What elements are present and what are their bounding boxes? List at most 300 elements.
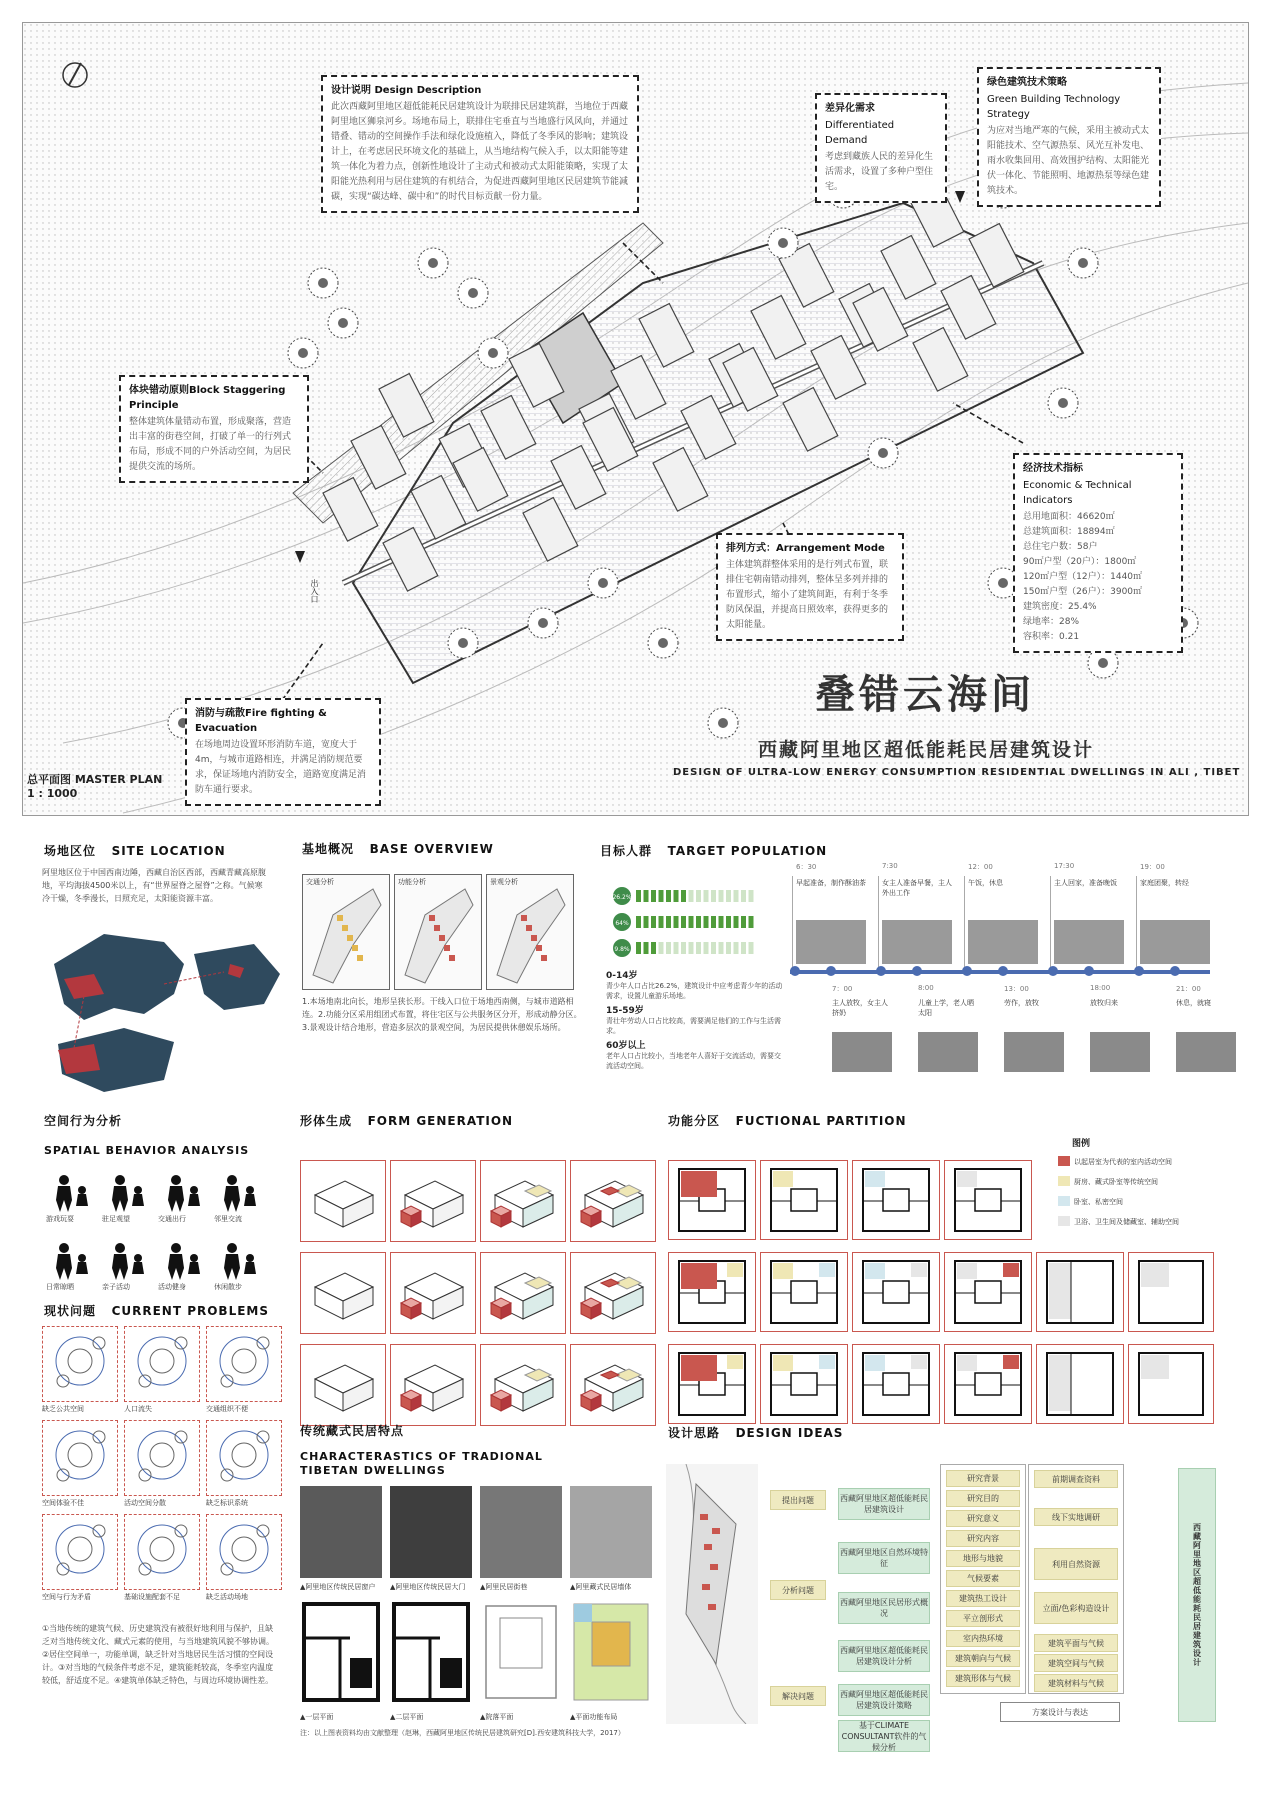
population-person-mark (749, 890, 754, 902)
timeline-time-top: 12：00 (968, 863, 993, 871)
timeline-note-top: 主人回家，准备晚饭 (1054, 879, 1117, 887)
indicator-item: 总建筑面积：18894㎡ (1023, 527, 1115, 537)
population-group-body: 老年人口占比较小，当地老年人喜好于交流活动，需要交流活动空间。 (606, 1052, 781, 1070)
idea-subtopic: 研究目的 (946, 1490, 1020, 1507)
problem-cell (206, 1514, 282, 1590)
traditional-title-cn: 传统藏式民居特点 (300, 1424, 405, 1438)
timeline-tick (1050, 876, 1051, 970)
idea-subtopic: 室内热环境 (946, 1630, 1020, 1647)
entry-label: 出入口 (310, 579, 319, 603)
idea-topic: 西藏阿里地区超低能耗民居建筑设计策略 (838, 1684, 930, 1716)
form-generation-title-en: FORM GENERATION (367, 1114, 514, 1128)
traditional-photo-caption: ▲阿里民居街巷 (480, 1583, 528, 1591)
timeline-note-bottom: 劳作，放牧 (1004, 999, 1039, 1007)
form-generation-step (570, 1344, 656, 1426)
indicator-item: 总住宅户数：58户 (1023, 542, 1098, 552)
timeline-time-top: 19：00 (1140, 863, 1165, 871)
traditional-photo (390, 1486, 472, 1578)
idea-method: 前期调查资料 (1034, 1470, 1118, 1488)
idea-subtopic: 平立剖形式 (946, 1610, 1020, 1627)
base-diagram (302, 874, 390, 990)
indicators-subtitle: Economic & Technical Indicators (1023, 480, 1132, 506)
form-generation-step (300, 1252, 386, 1334)
timeline-note-top: 早起准备，制作酥油茶 (796, 879, 866, 887)
block-staggering-title: 体块错动原则Block Staggering Principle (129, 385, 286, 411)
current-problems-body: ①当地传统的建筑气候、历史建筑没有被很好地利用与保护，且缺乏对当地传统文化、藏式元素的使用，与当地建筑风貌不够协调。②居住空间单一，功能单调，缺乏针对当地居民生活习惯的空间设计。③对当地的气候条件考虑不足，建筑能耗较高，冬季室内温度较低，舒适度不足。④建筑单体缺乏特色，与周边环境协调性差。 (42, 1624, 274, 1685)
project-subtitle-cn: 西藏阿里地区超低能耗民居建筑设计 (758, 739, 1095, 761)
form-generation-step (570, 1160, 656, 1242)
timeline-note-bottom: 放牧归来 (1090, 999, 1118, 1007)
population-person-mark (719, 942, 724, 954)
functional-plan (760, 1160, 848, 1240)
population-person-mark (674, 916, 679, 928)
timeline-dot (790, 966, 800, 976)
functional-plan (668, 1160, 756, 1240)
problem-cell (124, 1514, 200, 1590)
population-person-mark (659, 916, 664, 928)
population-person-mark (719, 890, 724, 902)
behavior-label: 驻足观望 (102, 1215, 130, 1223)
idea-subtopic: 建筑朝向与气候 (946, 1650, 1020, 1667)
master-plan-label: 总平面图 MASTER PLAN (27, 773, 163, 786)
timeline-tick (878, 876, 879, 970)
timeline-note-top: 女主人准备早餐，主人外出工作 (882, 879, 952, 897)
population-person-mark (689, 942, 694, 954)
problem-cell (206, 1420, 282, 1496)
idea-topic: 基于CLIMATE CONSULTANT软件的气候分析 (838, 1720, 930, 1752)
current-problems-title-en: CURRENT PROBLEMS (111, 1304, 270, 1318)
population-person-mark (674, 890, 679, 902)
traditional-photo (300, 1486, 382, 1578)
population-person-mark (636, 916, 641, 928)
form-generation-step (300, 1344, 386, 1426)
behavior-figure-icon (214, 1240, 260, 1280)
indicator-item: 建筑密度：25.4% (1023, 602, 1097, 612)
traditional-photo (480, 1486, 562, 1578)
population-person-mark (666, 916, 671, 928)
problem-cell (42, 1326, 118, 1402)
problem-label: 空间与行为矛盾 (42, 1593, 91, 1601)
indicator-item: 120㎡户型（12户）：1440㎡ (1023, 572, 1143, 582)
base-diagram-label: 交通分析 (306, 878, 334, 886)
timeline-dot (962, 966, 972, 976)
legend-label: 厨房、藏式卧室等传统空间 (1074, 1178, 1158, 1186)
design-ideas-title-cn: 设计思路 (668, 1426, 721, 1440)
site-location-title (44, 842, 226, 859)
population-person-mark (704, 942, 709, 954)
idea-subtopic: 建筑热工设计 (946, 1590, 1020, 1607)
functional-plan (668, 1252, 756, 1332)
population-person-mark (749, 916, 754, 928)
problem-cell (206, 1326, 282, 1402)
traditional-plan-caption: ▲一层平面 (300, 1713, 334, 1721)
timeline-dot (1134, 966, 1144, 976)
spatial-behavior-title-en: SPATIAL BEHAVIOR ANALYSIS (44, 1144, 250, 1157)
traditional-plan-caption: ▲平面功能布局 (570, 1713, 618, 1721)
legend-title: 图例 (1072, 1139, 1091, 1149)
timeline-dot (912, 966, 922, 976)
idea-outline-right (1028, 1464, 1124, 1694)
idea-method: 建筑平面与气候 (1034, 1634, 1118, 1652)
design-ideas-title (668, 1424, 843, 1441)
timeline-time-bottom: 13：00 (1004, 985, 1029, 993)
population-person-mark (696, 916, 701, 928)
form-generation-step (390, 1344, 476, 1426)
form-generation-step (300, 1160, 386, 1242)
traditional-plan (390, 1598, 472, 1708)
timeline-time-top: 7:30 (882, 862, 898, 870)
behavior-label: 游戏玩耍 (46, 1215, 74, 1223)
population-group-title: 60岁以上 (606, 1041, 646, 1051)
timeline-photo (882, 920, 952, 964)
population-person-mark (741, 916, 746, 928)
population-person-mark (696, 890, 701, 902)
population-person-mark (636, 890, 641, 902)
legend-label: 卧室、私密空间 (1074, 1198, 1123, 1206)
idea-subtopic: 研究内容 (946, 1530, 1020, 1547)
idea-topic: 西藏阿里地区超低能耗民居建筑设计分析 (838, 1640, 930, 1672)
idea-subtopic: 研究意义 (946, 1510, 1020, 1527)
problem-label: 交通组织不便 (206, 1405, 248, 1413)
population-person-mark (704, 916, 709, 928)
behavior-figure-icon (214, 1172, 260, 1212)
traditional-plan-caption: ▲二层平面 (390, 1713, 424, 1721)
target-population-title (600, 842, 827, 859)
population-person-mark (636, 942, 641, 954)
timeline-photo (1054, 920, 1124, 964)
behavior-label: 活动健身 (158, 1283, 186, 1291)
legend-label: 以起居室为代表的室内活动空间 (1074, 1158, 1172, 1166)
indicator-item: 总用地面积：46620㎡ (1023, 512, 1115, 522)
functional-partition-title (668, 1112, 907, 1129)
diff-demand-title: 差异化需求 (825, 103, 875, 114)
diff-demand-body: 考虑到藏族人民的差异化生活需求，设置了多种户型住宅。 (825, 152, 934, 192)
problem-cell (42, 1514, 118, 1590)
idea-step-label: 分析问题 (770, 1580, 826, 1600)
population-person-mark (681, 890, 686, 902)
population-person-mark (651, 942, 656, 954)
behavior-label: 邻里交流 (214, 1215, 242, 1223)
population-person-mark (734, 916, 739, 928)
problem-label: 人口流失 (124, 1405, 152, 1413)
design-ideas-site-thumbnail (666, 1464, 758, 1724)
traditional-photo-caption: ▲阿里藏式民居墙体 (570, 1583, 632, 1591)
behavior-figure-icon (158, 1172, 204, 1212)
population-person-mark (689, 890, 694, 902)
legend-swatch (1058, 1176, 1070, 1186)
design-ideas-side-label: 西藏阿里地区超低能耗民居建筑设计 (1178, 1468, 1216, 1722)
design-description-body: 此次西藏阿里地区超低能耗民居建筑设计为联排民居建筑群，当地位于西藏阿里地区狮泉河乡。场地布局上，联排住宅垂直与当地盛行风风向，并通过错叠、错动的空间操作手法和绿化设施植入，降低了冬季风的影响；建筑设计上，在考虑居民环境文化的基础上，从当地结构气候入手，以太阳能等建筑一体化为着力点，创新性地设计了主动式和被动式太阳能策略，实现了太阳能光热利用与居住建筑的有机结合，为促进西藏阿里地区民居建筑节能减碳，实现“碳达峰、碳中和”的时代目标贡献一份力量。 (331, 102, 629, 202)
traditional-photo-caption: ▲阿里地区传统民居窗户 (300, 1583, 376, 1591)
timeline-photo (968, 920, 1038, 964)
population-person-mark (696, 942, 701, 954)
form-generation-title-cn: 形体生成 (300, 1114, 353, 1128)
legend-swatch (1058, 1156, 1070, 1166)
idea-step-label: 解决问题 (770, 1686, 826, 1706)
timeline-photo (796, 920, 866, 964)
form-generation-step (480, 1252, 566, 1334)
functional-plan (1036, 1252, 1124, 1332)
base-diagram (486, 874, 574, 990)
problem-cell (124, 1420, 200, 1496)
timeline-photo (1140, 920, 1210, 964)
behavior-label: 交通出行 (158, 1215, 186, 1223)
idea-method: 线下实地调研 (1034, 1508, 1118, 1526)
traditional-plan (480, 1598, 562, 1708)
base-overview-title (302, 840, 494, 857)
timeline-dot (1170, 966, 1180, 976)
population-person-mark (726, 890, 731, 902)
spatial-behavior-title-cn: 空间行为分析 (44, 1114, 123, 1128)
timeline-photo (1004, 1032, 1064, 1072)
functional-plan (852, 1160, 940, 1240)
timeline-time-top: 6：30 (796, 863, 817, 871)
indicator-item: 90㎡户型（20户）：1800㎡ (1023, 557, 1137, 567)
population-person-mark (719, 916, 724, 928)
population-person-mark (711, 942, 716, 954)
idea-topic: 西藏阿里地区超低能耗民居建筑设计 (838, 1488, 930, 1520)
idea-subtopic: 研究背景 (946, 1470, 1020, 1487)
problem-label: 缺乏标识系统 (206, 1499, 248, 1507)
timeline-photo (1176, 1032, 1236, 1072)
traditional-note: 注：以上图表资料均由文献整理（赵琳，西藏阿里地区传统民居建筑研究[D].西安建筑科技大学，2017） (300, 1729, 625, 1737)
fire-evacuation-title: 消防与疏散Fire fighting & Evacuation (195, 708, 327, 734)
population-person-mark (689, 916, 694, 928)
population-person-mark (659, 942, 664, 954)
indicator-item: 150㎡户型（26户）：3900㎡ (1023, 587, 1143, 597)
timeline-photo (918, 1032, 978, 1072)
population-person-mark (726, 916, 731, 928)
population-group-body: 青壮年劳动人口占比较高，需要满足他们的工作与生活需求。 (606, 1017, 781, 1035)
behavior-label: 亲子活动 (102, 1283, 130, 1291)
indicator-item: 绿地率：28% (1023, 617, 1080, 627)
daily-timeline (790, 862, 1210, 1082)
population-value-label: 26.2% (612, 894, 632, 901)
problem-label: 缺乏活动场地 (206, 1593, 248, 1601)
problem-cell (42, 1420, 118, 1496)
form-generation-step (390, 1160, 476, 1242)
idea-topic: 西藏阿里地区自然环境特征 (838, 1542, 930, 1574)
idea-method: 利用自然资源 (1034, 1548, 1118, 1580)
idea-topic: 西藏阿里地区民居形式概况 (838, 1592, 930, 1624)
timeline-time-bottom: 7：00 (832, 985, 853, 993)
problem-label: 缺乏公共空间 (42, 1405, 84, 1413)
diff-demand-subtitle: Differentiated Demand (825, 120, 895, 146)
design-ideas-title-en: DESIGN IDEAS (735, 1426, 844, 1440)
population-value-label: 9.8% (614, 946, 630, 953)
block-staggering-callout (119, 375, 309, 483)
behavior-figure-icon (46, 1172, 92, 1212)
functional-plan (852, 1252, 940, 1332)
population-person-mark (659, 890, 664, 902)
timeline-dot (1084, 966, 1094, 976)
timeline-dot (826, 966, 836, 976)
idea-subtopic: 地形与地貌 (946, 1550, 1020, 1567)
legend-label: 卫浴、卫生间及储藏室、辅助空间 (1074, 1218, 1179, 1226)
indicators-title: 经济技术指标 (1023, 463, 1083, 474)
population-person-mark (711, 916, 716, 928)
population-person-mark (644, 942, 649, 954)
target-population-title-en: TARGET POPULATION (667, 844, 828, 858)
population-group-title: 0-14岁 (606, 971, 638, 981)
functional-plan (668, 1344, 756, 1424)
timeline-dot (998, 966, 1008, 976)
site-location-map (44, 924, 284, 1096)
population-group-body: 青少年人口占比26.2%，建筑设计中应考虑青少年的活动需求，设置儿童游乐场地。 (606, 982, 783, 1000)
form-generation-title (300, 1112, 513, 1129)
population-person-mark (666, 942, 671, 954)
site-location-body: 阿里地区位于中国西南边陲，西藏自治区西部，西藏青藏高原腹地，平均海拔4500米以上，有“世界屋脊之屋脊”之称。气候寒冷干燥，冬季漫长，日照充足，太阳能资源丰富。 (42, 868, 266, 903)
timeline-note-bottom: 儿童上学，老人晒太阳 (918, 999, 974, 1017)
population-groups (606, 966, 786, 1071)
base-overview-title-en: BASE OVERVIEW (369, 842, 494, 856)
problem-label: 空间体验不佳 (42, 1499, 84, 1507)
population-person-mark (644, 916, 649, 928)
population-person-mark (711, 890, 716, 902)
master-plan-frame (22, 22, 1249, 816)
timeline-time-bottom: 21：00 (1176, 985, 1201, 993)
fire-evacuation-body: 在场地周边设置环形消防车道，宽度大于4m，与城市道路相连，并满足消防规范要求，保证场地内消防安全，道路宽度满足消防车通行要求。 (195, 740, 367, 795)
indicators-list (1023, 510, 1173, 645)
idea-step-label: 提出问题 (770, 1490, 826, 1510)
project-title: 叠错云海间 (815, 671, 1035, 718)
timeline-tick (964, 876, 965, 970)
population-group-title: 15-59岁 (606, 1006, 644, 1016)
population-person-mark (734, 890, 739, 902)
fire-evacuation-callout (185, 698, 381, 806)
traditional-plan-caption: ▲院落平面 (480, 1713, 514, 1721)
design-description-title: 设计说明 Design Description (331, 85, 482, 96)
behavior-label: 日常晾晒 (46, 1283, 74, 1291)
functional-plan (1036, 1344, 1124, 1424)
base-diagram-label: 景观分析 (490, 878, 518, 886)
timeline-time-bottom: 18:00 (1090, 984, 1111, 992)
indicator-item: 容积率：0.21 (1023, 632, 1080, 642)
form-generation-step (480, 1344, 566, 1426)
timeline-note-top: 午饭，休息 (968, 879, 1003, 887)
population-person-mark (734, 942, 739, 954)
functional-plan (944, 1160, 1032, 1240)
functional-plan (1128, 1252, 1214, 1332)
traditional-photo (570, 1486, 652, 1578)
problem-cell (124, 1326, 200, 1402)
base-overview-title-cn: 基地概况 (302, 842, 355, 856)
idea-method: 建筑空间与气候 (1034, 1654, 1118, 1672)
population-person-mark (704, 890, 709, 902)
behavior-figure-icon (102, 1240, 148, 1280)
green-tech-body: 为应对当地严寒的气候，采用主被动式太阳能技术、空气源热泵、风光互补发电、雨水收集回用、高效围护结构、太阳能光伏一体化、节能照明、地源热泵等绿色建筑技术。 (987, 126, 1150, 196)
current-problems-title-cn: 现状问题 (44, 1304, 97, 1318)
base-diagram (394, 874, 482, 990)
diff-demand-callout (815, 93, 947, 203)
timeline-time-top: 17:30 (1054, 862, 1075, 870)
behavior-figure-icon (102, 1172, 148, 1212)
population-person-mark (681, 916, 686, 928)
arrangement-callout (716, 533, 904, 641)
form-generation-step (390, 1252, 476, 1334)
functional-partition-title-en: FUCTIONAL PARTITION (735, 1114, 907, 1128)
legend-swatch (1058, 1196, 1070, 1206)
problem-label: 活动空间分散 (124, 1499, 166, 1507)
idea-subtopic: 建筑形体与气候 (946, 1670, 1020, 1687)
behavior-label: 休闲散步 (214, 1283, 242, 1291)
population-person-mark (741, 890, 746, 902)
timeline-note-bottom: 主人放牧，女主人挤奶 (832, 999, 888, 1017)
traditional-photo-caption: ▲阿里地区传统民居大门 (390, 1583, 466, 1591)
green-tech-subtitle: Green Building Technology Strategy (987, 94, 1121, 120)
idea-method: 建筑材料与气候 (1034, 1674, 1118, 1692)
timeline-tick (1136, 876, 1137, 970)
site-location-title-cn: 场地区位 (44, 844, 97, 858)
population-person-mark (749, 942, 754, 954)
population-person-mark (741, 942, 746, 954)
base-overview-body: 1.本场地南北向长，地形呈狭长形。干线入口位于场地西南侧，与城市道路相连。2.功能分区采用组团式布置，将住宅区与公共服务区分开，形成动静分区。3.景观设计结合地形，营造多层次的景观空间，为居民提供休憩娱乐场所。 (302, 997, 582, 1032)
project-subtitle-en: DESIGN OF ULTRA-LOW ENERGY CONSUMPTION RESIDENTIAL DWELLINGS IN ALI , TIBET (673, 767, 1241, 778)
arrangement-body: 主体建筑群整体采用的是行列式布置，联排住宅朝南错动排列，整体呈多列并排的布置形式，缩小了建筑间距，有利于冬季防风保温，并提高日照效率，获得更多的太阳能量。 (726, 560, 889, 630)
problem-label: 基础设施配套不足 (124, 1593, 180, 1601)
idea-final-output: 方案设计与表达 (1000, 1702, 1120, 1722)
population-person-mark (726, 942, 731, 954)
form-generation-step (570, 1252, 656, 1334)
functional-plan (944, 1252, 1032, 1332)
idea-subtopic: 气候要素 (946, 1570, 1020, 1587)
form-generation-step (480, 1160, 566, 1242)
arrangement-title: 排列方式：Arrangement Mode (726, 543, 885, 554)
functional-partition-title-cn: 功能分区 (668, 1114, 721, 1128)
functional-plan (760, 1252, 848, 1332)
timeline-dot (1048, 966, 1058, 976)
functional-plan (760, 1344, 848, 1424)
traditional-title-en: CHARACTERASTICS OF TRADIONAL TIBETAN DWELLINGS (300, 1450, 543, 1477)
traditional-plan (300, 1598, 382, 1708)
population-person-mark (651, 890, 656, 902)
population-chart (612, 882, 782, 962)
timeline-photo (1090, 1032, 1150, 1072)
target-population-title-cn: 目标人群 (600, 844, 653, 858)
green-tech-title: 绿色建筑技术策略 (987, 77, 1067, 88)
base-diagram-label: 功能分析 (398, 878, 426, 886)
site-location-title-en: SITE LOCATION (111, 844, 226, 858)
current-problems-title (44, 1302, 269, 1319)
population-person-mark (666, 890, 671, 902)
timeline-dot (876, 966, 886, 976)
population-person-mark (644, 890, 649, 902)
functional-plan (1128, 1344, 1214, 1424)
population-person-mark (651, 916, 656, 928)
design-description-callout (321, 75, 639, 213)
timeline-note-bottom: 休息，就寝 (1176, 999, 1211, 1007)
master-plan-scale: 1 : 1000 (27, 787, 78, 800)
traditional-plan (570, 1598, 652, 1708)
behavior-figure-icon (158, 1240, 204, 1280)
behavior-figure-icon (46, 1240, 92, 1280)
legend-swatch (1058, 1216, 1070, 1226)
population-person-mark (674, 942, 679, 954)
indicators-callout (1013, 453, 1183, 653)
timeline-note-top: 家庭团聚，转经 (1140, 879, 1189, 887)
green-tech-callout (977, 67, 1161, 207)
idea-outline-left (940, 1464, 1026, 1694)
timeline-photo (832, 1032, 892, 1072)
timeline-time-bottom: 8:00 (918, 984, 934, 992)
block-staggering-body: 整体建筑体量错动布置，形成聚落，营造出丰富的街巷空间，打破了单一的行列式布局，形成不同的户外活动空间，为居民提供交流的场所。 (129, 417, 292, 472)
functional-plan (852, 1344, 940, 1424)
population-value-label: 64% (615, 920, 629, 927)
idea-method: 立面/色彩构造设计 (1034, 1592, 1118, 1624)
timeline-tick (792, 876, 793, 970)
functional-plan (944, 1344, 1032, 1424)
population-person-mark (681, 942, 686, 954)
